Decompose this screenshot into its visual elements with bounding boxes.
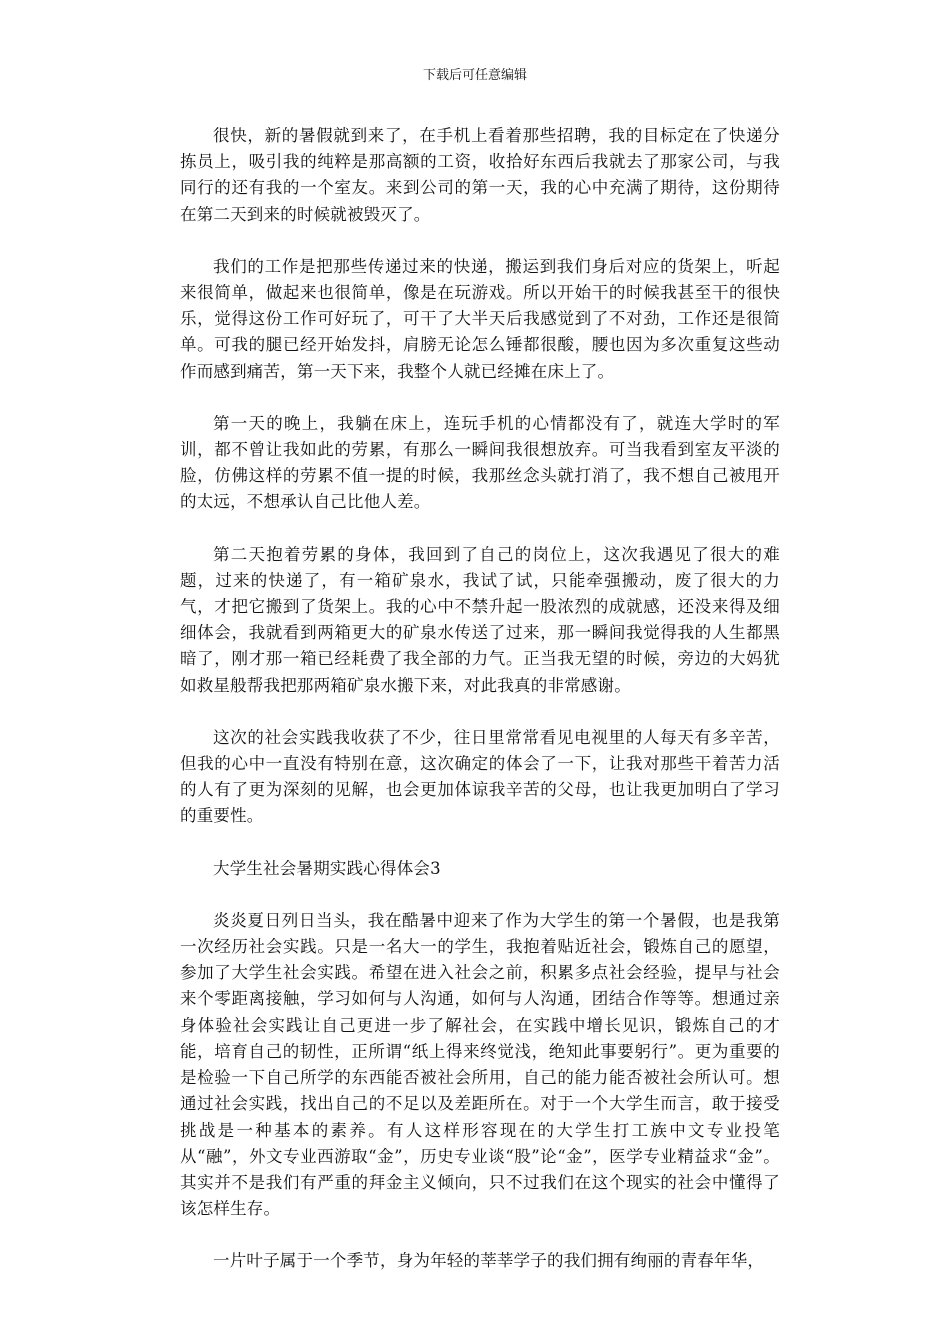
- paragraph-7: 一片叶子属于一个季节，身为年轻的莘莘学子的我们拥有绚丽的青春年华，: [213, 1251, 765, 1271]
- paragraph-4: 第二天抱着劳累的身体，我回到了自己的岗位上，这次我遇见了很大的难题，过来的快递了，有一箱矿泉水，我试了试，只能牵强搬动，废了很大的力气，才把它搬到了货架上。我的心中不禁升起一股浓烈的成就感，还没来得及细细体会，我就看到两箱更大的矿泉水传送了过来，那一瞬间我觉得我的人生都黑暗了，刚才那一箱已经耗费了我全部的力气。正当我无望的时候，旁边的大妈犹如救星般帮我把那两箱矿泉水搬下来，对此我真的非常感谢。: [180, 544, 780, 695]
- page-header-note: 下载后可任意编辑: [422, 68, 527, 83]
- paragraph-3: 第一天的晚上，我躺在床上，连玩手机的心情都没有了，就连大学时的军训，都不曾让我如此的劳累，有那么一瞬间我很想放弃。可当我看到室友平淡的脸，仿佛这样的劳累不值一提的时候，我那丝念头就打消了，我不想自己被甩开的太远，不想承认自己比他人差。: [180, 413, 780, 512]
- paragraph-1: 很快，新的暑假就到来了，在手机上看着那些招聘，我的目标定在了快递分拣员上，吸引我的纯粹是那高额的工资，收拾好东西后我就去了那家公司，与我同行的还有我的一个室友。来到公司的第一天，我的心中充满了期待，这份期待在第二天到来的时候就被毁灭了。: [180, 126, 780, 224]
- document-body: [180, 123, 780, 1301]
- section-heading: 大学生社会暑期实践心得体会3: [213, 858, 441, 878]
- paragraph-6: 炎炎夏日列日当头，我在酷暑中迎来了作为大学生的第一个暑假，也是我第一次经历社会实践。只是一名大一的学生，我抱着贴近社会，锻炼自己的愿望，参加了大学生社会实践。希望在进入社会之前，积累多点社会经验，提早与社会来个零距离接触，学习如何与人沟通，如何与人沟通，团结合作等等。想通过亲身体验社会实践让自己更进一步了解社会，在实践中增长见识，锻炼自己的才能，培育自己的韧性，正所谓“纸上得来终觉浅，绝知此事要躬行”。更为重要的是检验一下自己所学的东西能否被社会所用，自己的能力能否被社会所认可。想通过社会实践，找出自己的不足以及差距所在。对于一个大学生而言，敢于接受挑战是一种基本的素养。有人这样形容现在的大学生打工族中文专业投笔从“融”，外文专业西游取“金”，历史专业谈“股”论“金”，医学专业精益求“金”。其实并不是我们有严重的拜金主义倾向，只不过我们在这个现实的社会中懂得了该怎样生存。: [180, 910, 780, 1219]
- paragraph-2: 我们的工作是把那些传递过来的快递，搬运到我们身后对应的货架上，听起来很简单，做起来也很简单，像是在玩游戏。所以开始干的时候我甚至干的很快乐，觉得这份工作可好玩了，可干了大半天后我感觉到了不对劲，工作还是很简单。可我的腿已经开始发抖，肩膀无论怎么锤都很酸，腰也因为多次重复这些动作而感到痛苦，第一天下来，我整个人就已经摊在床上了。: [180, 256, 780, 381]
- paragraph-5: 这次的社会实践我收获了不少，往日里常常看见电视里的人每天有多辛苦，但我的心中一直没有特别在意，这次确定的体会了一下，让我对那些干着苦力活的人有了更为深刻的见解，也会更加体谅我辛苦的父母，也让我更加明白了学习的重要性。: [180, 727, 780, 826]
